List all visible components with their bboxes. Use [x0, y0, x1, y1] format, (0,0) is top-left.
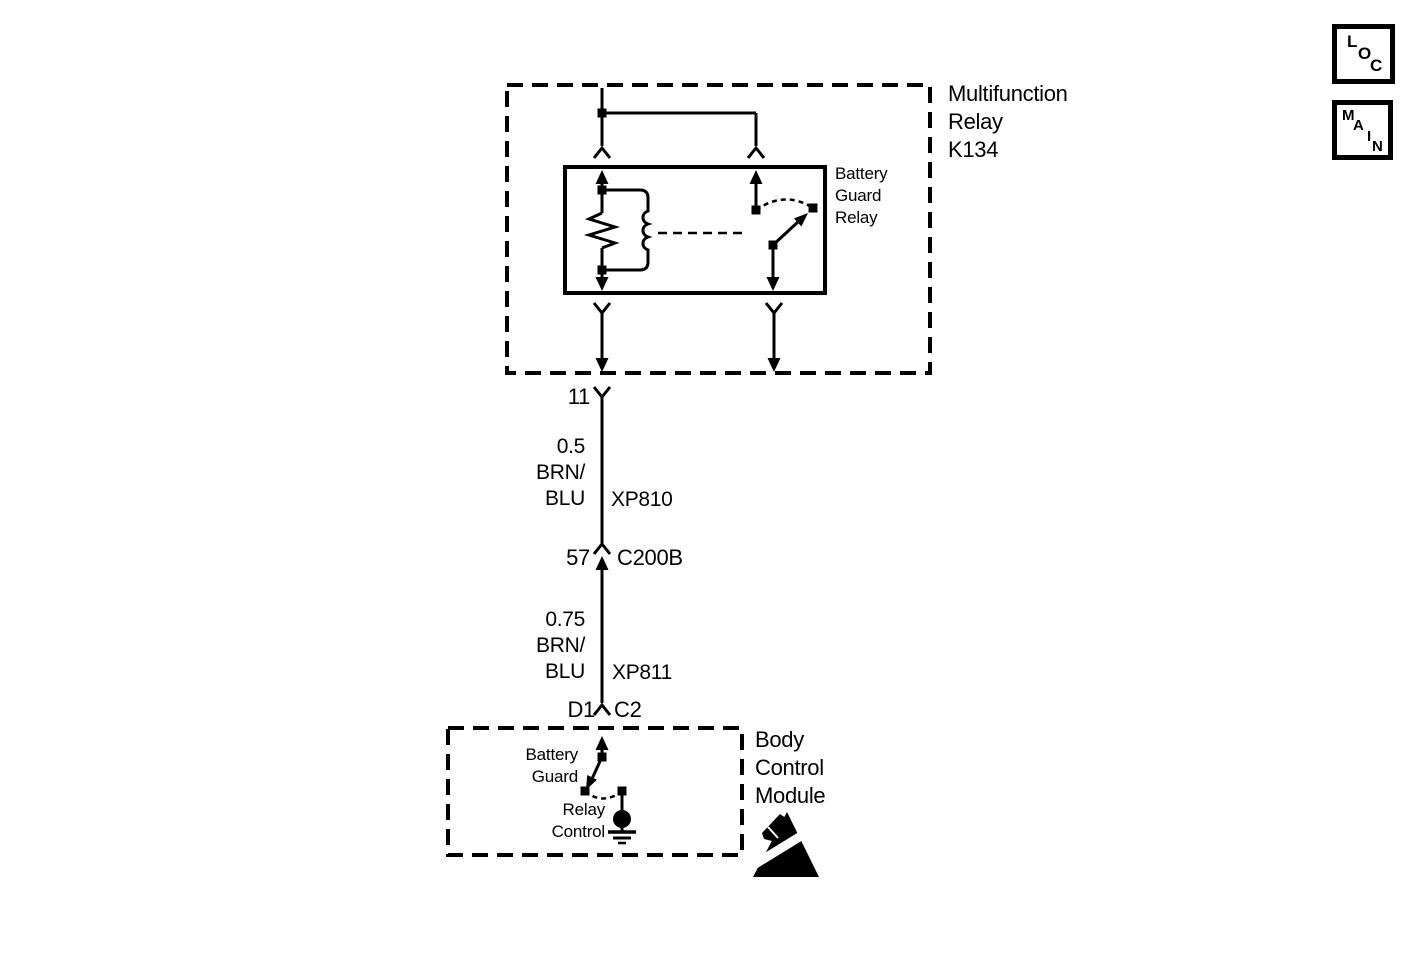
multifunction-relay-title	[948, 80, 1068, 164]
main-button[interactable]	[1332, 100, 1393, 160]
circuit-label-xp810: XP810	[611, 488, 673, 511]
switch-travel-arc	[756, 199, 813, 210]
junction-dot	[598, 109, 607, 118]
label-line: Battery	[835, 164, 888, 183]
relay-switch-symbol	[752, 199, 818, 249]
circuit-label-xp811: XP811	[612, 661, 672, 684]
wire-color: BLU	[545, 487, 585, 510]
switch-contact-dot	[809, 204, 818, 213]
label-line: Battery	[525, 745, 578, 764]
relay-feed-wires	[602, 88, 756, 146]
switch-contact-dot	[752, 206, 761, 215]
main-letter: A	[1353, 117, 1364, 134]
loc-letter: O	[1358, 44, 1372, 63]
connector-name-c2: C2	[614, 697, 642, 722]
connector-name-c200b: C200B	[617, 545, 683, 570]
bcm-pin-arrow	[596, 736, 609, 750]
bcm-battery-guard-label	[498, 744, 578, 788]
connector-pin-57: 57	[566, 545, 590, 570]
loc-letter: L	[1347, 32, 1358, 51]
bcm-switch-arm	[591, 757, 602, 781]
component-title-line: Relay	[948, 109, 1003, 134]
relay-bottom-connector-chevrons	[594, 303, 782, 359]
label-line: Control	[551, 822, 605, 841]
esd-sensitive-icon	[744, 812, 819, 877]
wire-label-upper	[495, 434, 585, 512]
ground-icon	[608, 827, 636, 843]
bcm-connector-chevron	[594, 705, 610, 715]
wire-gauge: 0.75	[545, 608, 585, 631]
multifunction-relay-boundary	[507, 85, 930, 373]
relay-bottom-pin-shafts	[602, 245, 773, 280]
relay-top-pin-shafts	[602, 182, 756, 210]
wire-label-lower	[495, 607, 585, 685]
label-line: Relay	[835, 208, 878, 227]
main-letter: I	[1367, 128, 1372, 145]
label-line: Relay	[562, 800, 605, 819]
label-line: Guard	[835, 186, 882, 205]
boundary-exit-arrows	[596, 358, 781, 372]
relay-bottom-pin-arrows	[596, 277, 780, 291]
coil-top-dot	[598, 186, 607, 195]
main-letter: N	[1372, 138, 1383, 155]
resistor-symbol	[589, 192, 615, 270]
label-line: Guard	[531, 767, 578, 786]
wire-color: BRN/	[536, 461, 585, 484]
connector-pin-d1: D1	[567, 697, 595, 722]
component-title-line: Multifunction	[948, 81, 1068, 106]
body-control-module-title	[755, 726, 825, 810]
relay-top-pin-arrows	[596, 170, 763, 184]
relay-coil-symbol	[606, 190, 648, 270]
component-title-line: K134	[948, 137, 999, 162]
component-title-line: Module	[755, 783, 826, 808]
wire-color: BRN/	[536, 634, 585, 657]
pin-11-connector-chevron	[594, 387, 610, 397]
wire-gauge: 0.5	[556, 435, 585, 458]
bcm-relay-control-label	[505, 799, 605, 843]
bcm-switch-travel-arc	[585, 791, 622, 799]
inline-connector-c200b-symbol	[594, 544, 610, 570]
component-title-line: Body	[755, 727, 804, 752]
battery-guard-relay-label	[835, 163, 887, 229]
wire-color: BLU	[545, 660, 585, 683]
relay-top-connector-chevrons	[594, 148, 764, 158]
main-letter: M	[1342, 107, 1355, 124]
pin-label-11: 11	[567, 384, 590, 409]
bcm-driver-symbol	[613, 810, 631, 828]
component-title-line: Control	[755, 755, 824, 780]
loc-letter: C	[1370, 56, 1383, 75]
loc-button[interactable]	[1332, 24, 1395, 84]
